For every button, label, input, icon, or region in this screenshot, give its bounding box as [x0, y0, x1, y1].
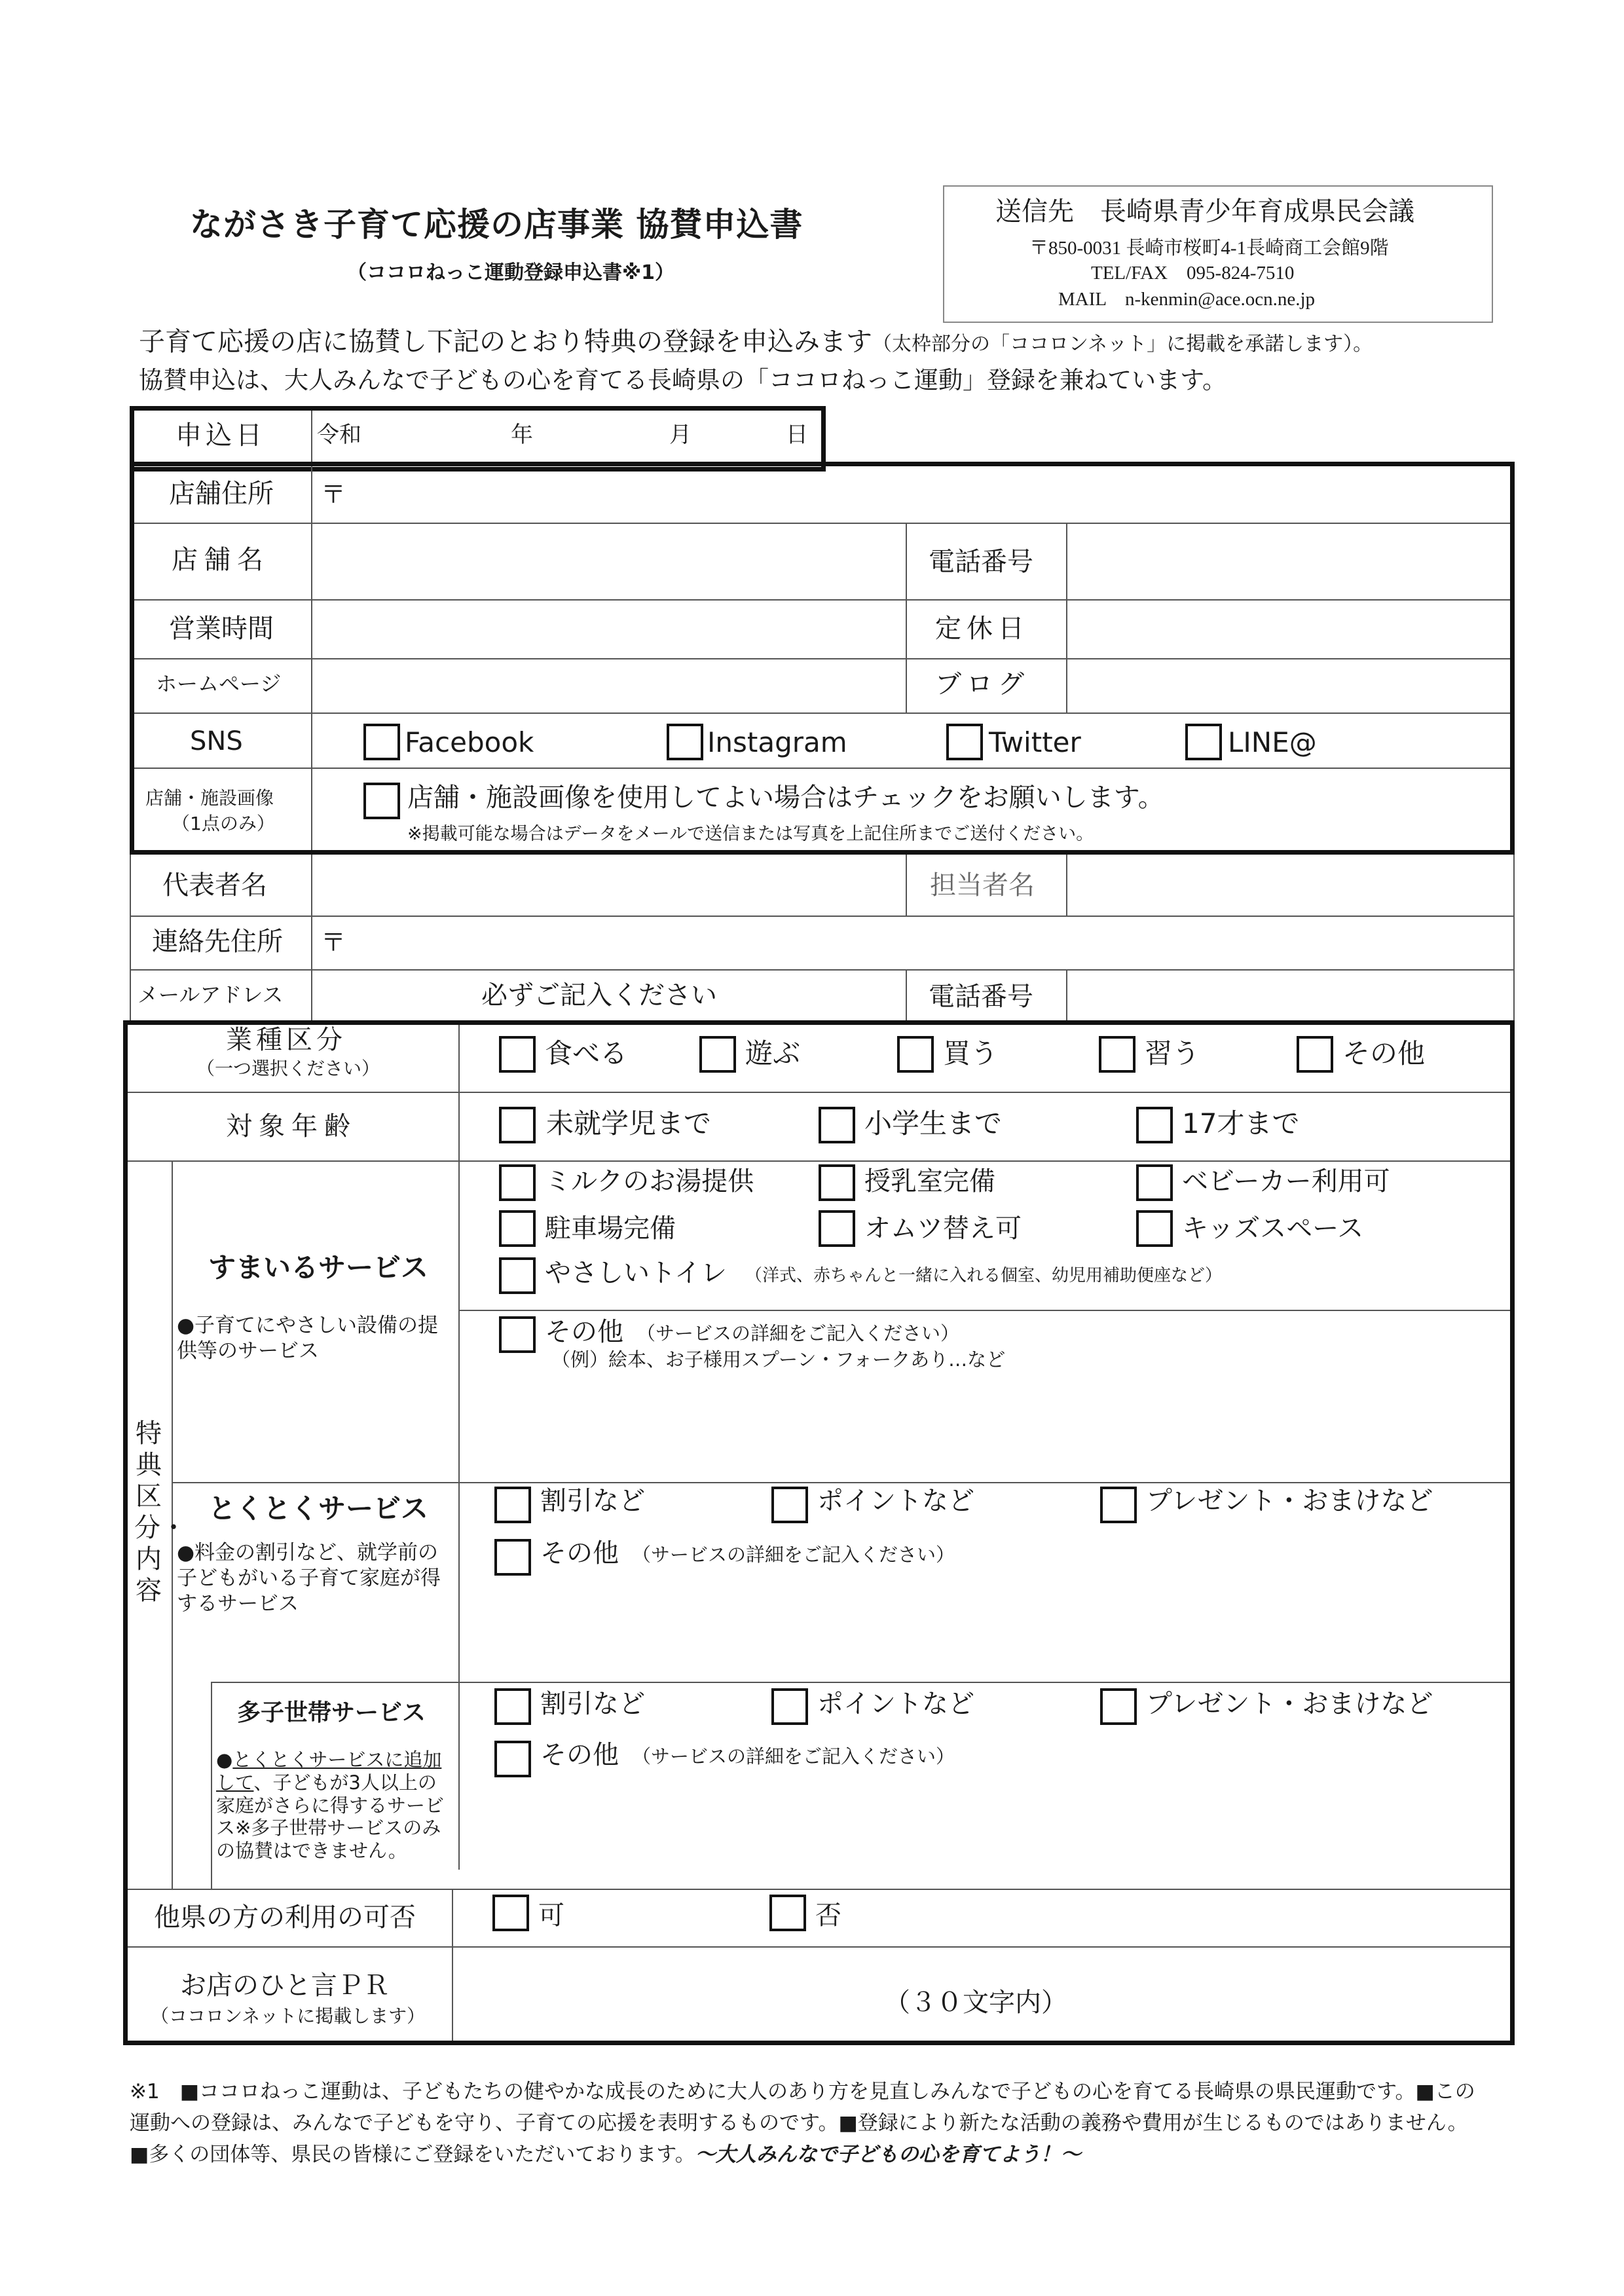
store-address-input[interactable] [354, 472, 1506, 517]
age-preschool-label: 未就学児まで [546, 1107, 712, 1139]
smile-service-desc: ●子育てにやさしい設備の提供等のサービス [177, 1314, 439, 1363]
contact-address-label: 連絡先住所 [152, 927, 283, 957]
diaper-change-label: オムツ替え可 [864, 1213, 1022, 1244]
send-to-address: 〒850-0031 長崎市桜町4-1長崎商工会館9階 [1029, 238, 1389, 259]
smile-service-title: すまいるサービス [208, 1251, 429, 1284]
tokutoku-other-checkbox[interactable] [494, 1539, 531, 1576]
multi-points-label: ポイントなど [817, 1689, 974, 1719]
multi-other-label: その他 [540, 1740, 619, 1770]
blog-input[interactable] [1074, 663, 1506, 709]
age-elementary-checkbox[interactable] [819, 1107, 855, 1143]
date-input[interactable] [320, 417, 817, 462]
store-image-note: ※掲載可能な場合はデータをメールで送信または写真を上記住所までご送付ください。 [407, 824, 1094, 844]
contact-postal-mark: 〒 [321, 928, 346, 957]
lead-line-1: 子育て応援の店に協賛し下記のとおり特典の登録を申込みます（太枠部分の「ココロンネット」に掲載を承諾します）。 [139, 327, 1373, 357]
sns-label: SNS [190, 726, 243, 756]
diaper-change-checkbox[interactable] [819, 1210, 855, 1247]
tokutoku-other-input[interactable] [465, 1582, 1506, 1676]
tokutoku-service-title: とくとくサービス [208, 1492, 429, 1525]
multi-child-service-title: 多子世帯サービス [237, 1699, 426, 1726]
business-learn-label: 習う [1145, 1037, 1200, 1069]
tokutoku-other-note: （サービスの詳細をご記入ください） [632, 1544, 955, 1566]
age-elementary-label: 小学生まで [864, 1107, 1003, 1139]
tokutoku-gift-checkbox[interactable] [1100, 1487, 1137, 1523]
tokutoku-discount-label: 割引など [540, 1486, 645, 1516]
milk-water-label: ミルクのお湯提供 [545, 1166, 754, 1196]
tokutoku-points-checkbox[interactable] [771, 1487, 808, 1523]
smile-other-example: （例）絵本、お子様用スプーン・フォークあり…など [551, 1348, 1006, 1371]
contact-address-input[interactable] [354, 920, 1506, 966]
other-pref-yes-checkbox[interactable] [492, 1895, 529, 1931]
store-postal-mark: 〒 [321, 480, 346, 509]
multi-discount-checkbox[interactable] [494, 1688, 531, 1725]
date-era: 令和 [317, 422, 361, 448]
business-type-note: （一つ選択ください） [196, 1058, 380, 1079]
tokutoku-service-desc: ●料金の割引など、就学前の子どもがいる子育て家庭が得するサービス [177, 1541, 441, 1616]
send-to-label: 送信先 長崎県青少年育成県民会議 [995, 196, 1414, 227]
business-eat-label: 食べる [545, 1037, 628, 1069]
pr-label-note: （ココロンネットに掲載します） [151, 2005, 426, 2027]
multi-other-input[interactable] [465, 1781, 1506, 1883]
business-learn-checkbox[interactable] [1099, 1036, 1135, 1073]
date-label: 申込日 [175, 420, 266, 451]
holiday-label: 定休日 [935, 614, 1029, 644]
tokutoku-points-label: ポイントなど [817, 1486, 974, 1516]
business-play-label: 遊ぶ [745, 1037, 801, 1069]
other-pref-label: 他県の方の利用の可否 [154, 1902, 416, 1933]
tokutoku-gift-label: プレゼント・おまけなど [1146, 1486, 1433, 1516]
multi-discount-label: 割引など [540, 1689, 645, 1719]
multi-other-note: （サービスの詳細をご記入ください） [632, 1745, 955, 1768]
other-pref-no-checkbox[interactable] [769, 1895, 806, 1931]
age-preschool-checkbox[interactable] [499, 1107, 536, 1143]
contact-phone-input[interactable] [1074, 973, 1506, 1016]
multi-points-checkbox[interactable] [771, 1688, 808, 1725]
nursing-room-label: 授乳室完備 [864, 1166, 995, 1196]
tokutoku-discount-checkbox[interactable] [494, 1487, 531, 1523]
stroller-checkbox[interactable] [1136, 1164, 1173, 1201]
footnote: ※1 ■ココロねっこ運動は、子どもたちの健やかな成長のために大人のあり方を見直しみんなで子どもの心を育てる長崎県の県民運動です。■この運動への登録は、みんなで子どもを守り、子育ての応援を表明するものです。■登録により新たな活動の義務や費用が生じるものではありません。■多くの団体等、県民の皆様にご登録をいただいております。～大人みんなで子どもの心を育てよう！～ [130, 2080, 1475, 2167]
date-month: 月 [669, 422, 692, 448]
milk-water-checkbox[interactable] [499, 1164, 536, 1201]
smile-other-checkbox[interactable] [499, 1316, 536, 1353]
multi-child-service-desc: ●とくとくサービスに追加して、子どもが3人以上の家庭がさらに得するサービス※多子世帯サービスのみの協賛はできません。 [216, 1749, 445, 1862]
store-phone-label: 電話番号 [929, 547, 1033, 577]
homepage-input[interactable] [318, 663, 900, 709]
send-to-telfax: TEL/FAX 095-824-7510 [1091, 263, 1295, 284]
benefit-category-label: 特典区分・内容 [134, 1418, 187, 1606]
lead-line-2: 協賛申込は、大人みんなで子どもの心を育てる長崎県の「ココロねっこ運動」登録を兼ねています。 [139, 366, 1227, 394]
age-17-label: 17才まで [1182, 1107, 1300, 1139]
email-label: メールアドレス [138, 982, 284, 1007]
age-17-checkbox[interactable] [1136, 1107, 1173, 1143]
twitter-label: Twitter [989, 726, 1081, 758]
hours-label: 営業時間 [169, 614, 274, 644]
business-type-label: 業種区分 [226, 1025, 346, 1055]
gentle-toilet-label: やさしいトイレ [545, 1258, 727, 1288]
holiday-input[interactable] [1074, 604, 1506, 655]
representative-input[interactable] [318, 859, 900, 912]
instagram-checkbox[interactable] [667, 724, 703, 760]
email-input[interactable] [318, 973, 900, 1016]
store-address-label: 店舗住所 [169, 479, 274, 509]
parking-checkbox[interactable] [499, 1210, 536, 1247]
twitter-checkbox[interactable] [946, 724, 983, 760]
multi-gift-checkbox[interactable] [1100, 1688, 1137, 1725]
kids-space-checkbox[interactable] [1136, 1210, 1173, 1247]
hours-input[interactable] [318, 604, 900, 655]
multi-gift-label: プレゼント・おまけなど [1146, 1689, 1433, 1719]
other-pref-yes-label: 可 [538, 1900, 564, 1931]
facebook-checkbox[interactable] [363, 724, 400, 760]
person-in-charge-label: 担当者名 [930, 870, 1035, 900]
email-note: 必ずご記入ください [481, 980, 717, 1010]
gentle-toilet-note: （洋式、赤ちゃんと一緒に入れる個室、幼児用補助便座など） [745, 1266, 1223, 1286]
tokutoku-other-label: その他 [540, 1538, 619, 1568]
business-play-checkbox[interactable] [699, 1036, 736, 1073]
form-title: ながさき子育て応援の店事業 協賛申込書 [190, 206, 803, 244]
business-buy-checkbox[interactable] [897, 1036, 934, 1073]
send-to-box [943, 185, 1493, 323]
person-in-charge-input[interactable] [1074, 859, 1506, 912]
send-to-mail: MAIL n-kenmin@ace.ocn.ne.jp [1058, 289, 1316, 310]
facebook-label: Facebook [405, 726, 534, 758]
date-day: 日 [786, 422, 808, 448]
pr-label: お店のひと言ＰＲ [180, 1971, 390, 2001]
multi-other-checkbox[interactable] [494, 1741, 531, 1777]
other-pref-no-label: 否 [815, 1900, 841, 1931]
store-name-input[interactable] [318, 527, 900, 596]
store-image-check-text: 店舗・施設画像を使用してよい場合はチェックをお願いします。 [407, 783, 1164, 813]
line-checkbox[interactable] [1185, 724, 1222, 760]
form-subtitle: （ココロねっこ運動登録申込書※1） [347, 261, 675, 284]
business-eat-checkbox[interactable] [499, 1036, 536, 1073]
store-image-checkbox[interactable] [363, 783, 400, 819]
stroller-label: ベビーカー利用可 [1182, 1166, 1390, 1196]
nursing-room-checkbox[interactable] [819, 1164, 855, 1201]
date-year: 年 [511, 422, 533, 448]
smile-other-label: その他 [545, 1317, 623, 1347]
line-label: LINE@ [1228, 726, 1317, 758]
pr-input[interactable] [458, 1952, 1506, 2040]
smile-other-note: （サービスの詳細をご記入ください） [637, 1322, 960, 1344]
store-image-label-1: 店舗・施設画像 [145, 787, 274, 809]
smile-other-input[interactable] [465, 1375, 1506, 1477]
instagram-label: Instagram [707, 726, 847, 758]
store-name-label: 店舗名 [172, 545, 270, 575]
parking-label: 駐車場完備 [545, 1213, 676, 1244]
business-buy-label: 買う [943, 1037, 999, 1069]
representative-label: 代表者名 [162, 870, 267, 900]
store-phone-input[interactable] [1074, 527, 1506, 596]
contact-phone-label: 電話番号 [929, 982, 1033, 1012]
kids-space-label: キッズスペース [1182, 1213, 1364, 1244]
homepage-label: ホームページ [156, 671, 282, 696]
pr-hint: （３０文字内） [884, 1988, 1067, 2018]
business-other-label: その他 [1342, 1037, 1426, 1069]
blog-label: ブログ [935, 669, 1029, 699]
store-image-label-2: （1点のみ） [172, 813, 275, 834]
target-age-label: 対象年齢 [226, 1111, 357, 1141]
business-other-checkbox[interactable] [1297, 1036, 1333, 1073]
gentle-toilet-checkbox[interactable] [499, 1257, 536, 1294]
